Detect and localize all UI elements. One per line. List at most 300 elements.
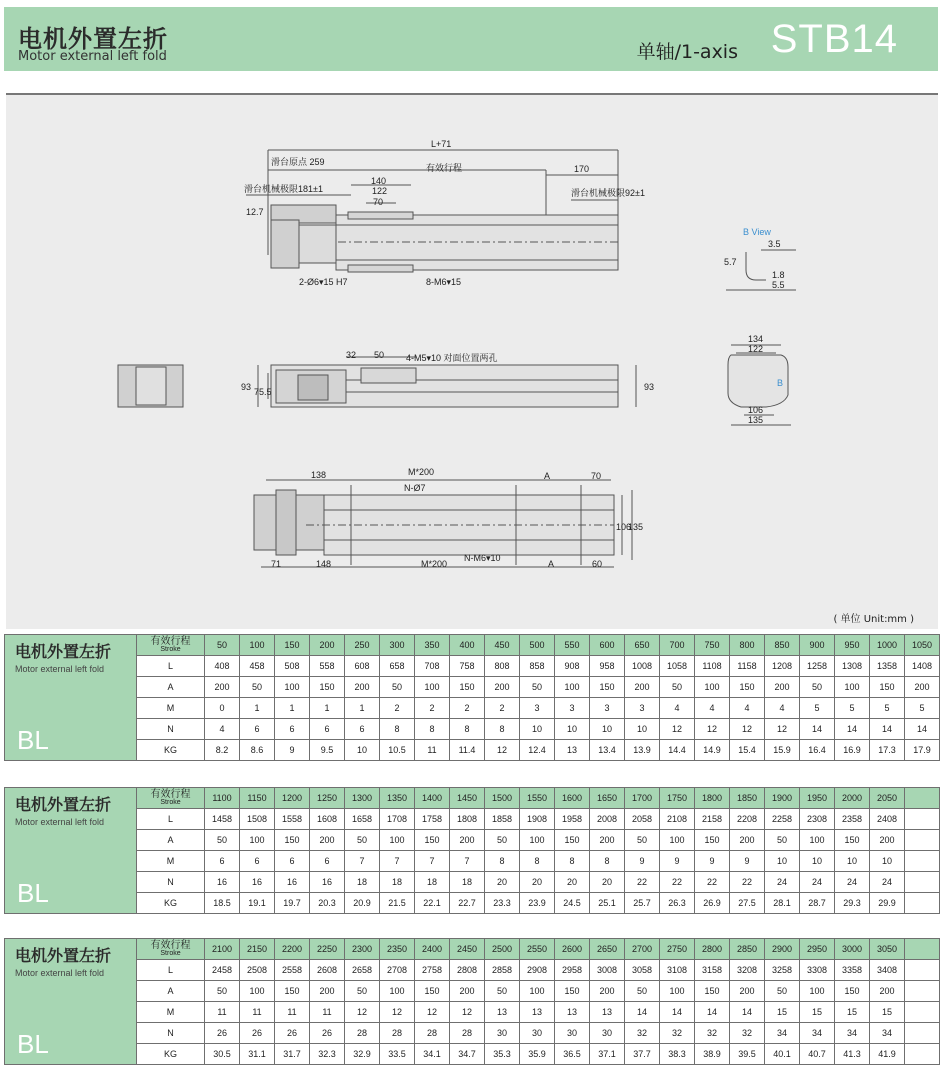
table-cell: 10.5 [380, 740, 415, 761]
table-cell: 1908 [520, 809, 555, 830]
table-cell: 30.5 [205, 1044, 240, 1065]
table-cell: 200 [905, 677, 940, 698]
dim-148: 148 [316, 559, 332, 569]
table-cell: 28 [345, 1023, 380, 1044]
table-cell: 11 [275, 1002, 310, 1023]
table-cell: 9 [625, 851, 660, 872]
row-label: N [137, 1023, 205, 1044]
table-cell: 30 [590, 1023, 625, 1044]
stroke-header-zh: 有效行程 [150, 940, 191, 951]
stroke-value: 1750 [660, 788, 695, 809]
table-cell: 24 [835, 872, 870, 893]
stroke-value: 1500 [485, 788, 520, 809]
table-cell: 15.4 [730, 740, 765, 761]
stroke-value: 800 [730, 635, 765, 656]
table-cell: 37.7 [625, 1044, 660, 1065]
table-cell: 2758 [415, 960, 450, 981]
row-label: N [137, 719, 205, 740]
stroke-value: 2000 [835, 788, 870, 809]
dim-origin: 滑台原点 259 [271, 157, 325, 167]
dim-1-8: 1.8 [772, 270, 785, 280]
table-cell: 558 [310, 656, 345, 677]
table-cell: 100 [695, 677, 730, 698]
table-cell: 28.1 [765, 893, 800, 914]
table-cell: 1008 [625, 656, 660, 677]
stroke-value: 950 [835, 635, 870, 656]
table-cell: 26 [205, 1023, 240, 1044]
table-cell: 50 [205, 981, 240, 1002]
table-cell: 22 [695, 872, 730, 893]
table-cell [905, 809, 940, 830]
table-cell: 3408 [870, 960, 905, 981]
table-cell: 10 [345, 740, 380, 761]
table-cell: 15.9 [765, 740, 800, 761]
table-cell: 32 [730, 1023, 765, 1044]
table-cell: 32.9 [345, 1044, 380, 1065]
table-code: BL [17, 725, 49, 755]
table-row [5, 740, 940, 761]
table-cell: 13.9 [625, 740, 660, 761]
dim-93a: 93 [241, 382, 252, 392]
table-cell: 10 [590, 719, 625, 740]
dim-50: 50 [374, 350, 385, 360]
stroke-value: 1000 [870, 635, 905, 656]
table-cell: 10 [520, 719, 555, 740]
table-cell: 36.5 [555, 1044, 590, 1065]
stroke-value: 250 [345, 635, 380, 656]
table-cell: 50 [660, 677, 695, 698]
table-cell: 858 [520, 656, 555, 677]
dim-nm6: N-M6▾10 [464, 553, 501, 563]
table-cell: 40.1 [765, 1044, 800, 1065]
row-label: M [137, 698, 205, 719]
table-cell: 1158 [730, 656, 765, 677]
row-label: KG [137, 740, 205, 761]
row-label: N [137, 872, 205, 893]
table-cell: 14 [800, 719, 835, 740]
dim-134: 134 [748, 334, 764, 344]
table-cell: 1058 [660, 656, 695, 677]
stroke-value: 1850 [730, 788, 765, 809]
table-cell: 3 [590, 698, 625, 719]
table-cell [905, 960, 940, 981]
stroke-value: 350 [415, 635, 450, 656]
table-row [5, 677, 940, 698]
b-view-label: B View [743, 227, 771, 237]
table-cell: 27.5 [730, 893, 765, 914]
dim-m200b: M*200 [421, 559, 448, 569]
stroke-value: 600 [590, 635, 625, 656]
table-cell: 100 [660, 830, 695, 851]
table-cell: 150 [415, 830, 450, 851]
table-cell: 20 [485, 872, 520, 893]
table-cell: 17.3 [870, 740, 905, 761]
stroke-value: 2400 [415, 939, 450, 960]
stroke-value: 2650 [590, 939, 625, 960]
table-cell: 7 [380, 851, 415, 872]
dim-m6: 8-M6▾15 [426, 277, 462, 287]
table-cell: 50 [345, 981, 380, 1002]
table-cell: 8 [555, 851, 590, 872]
table-cell: 6 [310, 719, 345, 740]
table-cell: 200 [450, 981, 485, 1002]
row-label: KG [137, 893, 205, 914]
table-cell: 708 [415, 656, 450, 677]
table-cell: 3308 [800, 960, 835, 981]
table-cell: 808 [485, 656, 520, 677]
table-cell: 2608 [310, 960, 345, 981]
table-cell: 9 [275, 740, 310, 761]
table-cell: 4 [765, 698, 800, 719]
table-cell: 100 [240, 981, 275, 1002]
table-subtitle: Motor external left fold [15, 817, 105, 827]
table-cell: 13 [555, 1002, 590, 1023]
table-cell: 50 [345, 830, 380, 851]
stroke-value: 1700 [625, 788, 660, 809]
dim-106b: 106 [616, 522, 632, 532]
table-cell: 7 [345, 851, 380, 872]
table-cell: 30 [520, 1023, 555, 1044]
table-cell: 38.9 [695, 1044, 730, 1065]
table-cell [905, 872, 940, 893]
table-cell: 26 [275, 1023, 310, 1044]
stroke-header-en: Stroke [160, 646, 181, 653]
table-cell: 12 [765, 719, 800, 740]
stroke-value: 2700 [625, 939, 660, 960]
table-cell: 3158 [695, 960, 730, 981]
table-cell: 50 [625, 830, 660, 851]
stroke-value: 1250 [310, 788, 345, 809]
table-cell: 12 [485, 740, 520, 761]
dim-32: 32 [346, 350, 357, 360]
stroke-value: 2200 [275, 939, 310, 960]
table-cell: 35.9 [520, 1044, 555, 1065]
table-cell: 50 [485, 981, 520, 1002]
table-cell: 100 [800, 981, 835, 1002]
table-cell: 2158 [695, 809, 730, 830]
table-cell [905, 893, 940, 914]
table-cell: 50 [625, 981, 660, 1002]
dim-stroke: 有效行程 [426, 163, 463, 173]
table-cell: 9 [730, 851, 765, 872]
table-cell: 1408 [905, 656, 940, 677]
table-cell: 1 [310, 698, 345, 719]
table-cell: 4 [730, 698, 765, 719]
table-cell: 200 [590, 830, 625, 851]
table-cell: 200 [870, 830, 905, 851]
table-cell: 4 [660, 698, 695, 719]
table-cell: 39.5 [730, 1044, 765, 1065]
table-cell: 6 [345, 719, 380, 740]
table-cell: 150 [275, 830, 310, 851]
stroke-value: 900 [800, 635, 835, 656]
dim-a1: A [544, 471, 551, 481]
table-cell: 22.1 [415, 893, 450, 914]
table-cell: 28.7 [800, 893, 835, 914]
spec-table [4, 938, 940, 1065]
table-cell: 2958 [555, 960, 590, 981]
table-cell: 4 [695, 698, 730, 719]
table-cell: 20 [520, 872, 555, 893]
table-cell: 31.1 [240, 1044, 275, 1065]
table-cell: 6 [240, 719, 275, 740]
table-cell: 23.3 [485, 893, 520, 914]
table-cell: 13.4 [590, 740, 625, 761]
table-cell: 12 [450, 1002, 485, 1023]
table-cell: 100 [835, 677, 870, 698]
stroke-value: 750 [695, 635, 730, 656]
table-cell: 11.4 [450, 740, 485, 761]
dim-60: 60 [592, 559, 603, 569]
table-cell: 26.3 [660, 893, 695, 914]
stroke-value: 1550 [520, 788, 555, 809]
table-cell: 2408 [870, 809, 905, 830]
stroke-value [905, 788, 940, 809]
table-cell: 2808 [450, 960, 485, 981]
table-cell: 150 [730, 677, 765, 698]
table-cell: 2258 [765, 809, 800, 830]
spec-table [4, 787, 940, 914]
table-cell: 2508 [240, 960, 275, 981]
table-cell: 5 [835, 698, 870, 719]
table-cell: 5 [800, 698, 835, 719]
table-cell: 4 [205, 719, 240, 740]
table-cell: 150 [450, 677, 485, 698]
axis-label: 单轴/1-axis [636, 41, 738, 63]
table-cell: 24.5 [555, 893, 590, 914]
stroke-value: 500 [520, 635, 555, 656]
table-cell: 22 [660, 872, 695, 893]
table-row [5, 809, 940, 830]
table-cell: 33.5 [380, 1044, 415, 1065]
table-cell: 1458 [205, 809, 240, 830]
dim-135a: 135 [748, 415, 764, 425]
stroke-value: 550 [555, 635, 590, 656]
page-title: 电机外置左折 [18, 25, 168, 53]
table-cell: 34 [870, 1023, 905, 1044]
table-cell: 14 [625, 1002, 660, 1023]
table-cell: 6 [275, 851, 310, 872]
table-cell: 6 [310, 851, 345, 872]
table-cell: 8 [380, 719, 415, 740]
table-cell: 1358 [870, 656, 905, 677]
table-cell: 1758 [415, 809, 450, 830]
dim-140: 140 [371, 176, 387, 186]
dim-m5: 4-M5▾10 对面位置两孔 [406, 353, 498, 363]
table-cell: 150 [695, 981, 730, 1002]
table-cell: 150 [835, 981, 870, 1002]
stroke-header [137, 788, 205, 809]
table-cell: 16.4 [800, 740, 835, 761]
table-cell: 18 [345, 872, 380, 893]
table-cell: 150 [555, 981, 590, 1002]
row-label: L [137, 960, 205, 981]
table-cell: 28 [380, 1023, 415, 1044]
table-cell: 50 [205, 830, 240, 851]
table-cell: 12 [345, 1002, 380, 1023]
table-cell: 508 [275, 656, 310, 677]
stroke-value: 850 [765, 635, 800, 656]
table-cell: 150 [835, 830, 870, 851]
table-cell: 29.9 [870, 893, 905, 914]
table-cell: 1608 [310, 809, 345, 830]
row-label: L [137, 809, 205, 830]
table-cell: 1 [240, 698, 275, 719]
table-cell: 15 [800, 1002, 835, 1023]
table-row [5, 851, 940, 872]
table-cell: 3 [625, 698, 660, 719]
table-cell: 15 [765, 1002, 800, 1023]
table-cell: 14 [660, 1002, 695, 1023]
unit-note: ( 单位 Unit:mm ) [833, 614, 914, 625]
stroke-value: 1100 [205, 788, 240, 809]
table-cell: 41.3 [835, 1044, 870, 1065]
table-cell: 26.9 [695, 893, 730, 914]
stroke-header-en: Stroke [160, 799, 181, 806]
table-cell: 11 [205, 1002, 240, 1023]
table-cell: 2 [485, 698, 520, 719]
table-cell: 50 [485, 830, 520, 851]
table-cell: 3 [520, 698, 555, 719]
table-cell: 14 [835, 719, 870, 740]
table-cell: 35.3 [485, 1044, 520, 1065]
table-cell [905, 1002, 940, 1023]
stroke-value: 2550 [520, 939, 555, 960]
table-cell: 150 [695, 830, 730, 851]
table-cell: 200 [730, 981, 765, 1002]
stroke-value: 100 [240, 635, 275, 656]
table-cell: 21.5 [380, 893, 415, 914]
table-cell: 1558 [275, 809, 310, 830]
table-cell: 11 [310, 1002, 345, 1023]
table-cell: 16 [310, 872, 345, 893]
table-cell: 100 [380, 830, 415, 851]
table-cell: 34 [800, 1023, 835, 1044]
table-cell: 8 [485, 851, 520, 872]
table-cell: 40.7 [800, 1044, 835, 1065]
b-marker: B [777, 378, 784, 388]
table-cell: 32.3 [310, 1044, 345, 1065]
table-title: 电机外置左折 [15, 797, 112, 814]
table-cell: 14 [695, 1002, 730, 1023]
table-row [5, 698, 940, 719]
stroke-header-zh: 有效行程 [150, 636, 191, 647]
table-cell: 28 [450, 1023, 485, 1044]
table-cell: 200 [625, 677, 660, 698]
row-label: M [137, 851, 205, 872]
table-cell: 8 [590, 851, 625, 872]
table-cell: 150 [275, 981, 310, 1002]
table-cell: 28 [415, 1023, 450, 1044]
table-cell: 7 [415, 851, 450, 872]
table-cell: 2658 [345, 960, 380, 981]
table-cell: 12 [380, 1002, 415, 1023]
table-cell: 2058 [625, 809, 660, 830]
stroke-value: 3000 [835, 939, 870, 960]
table-row [5, 981, 940, 1002]
table-cell: 16 [240, 872, 275, 893]
table-cell: 8.6 [240, 740, 275, 761]
row-label: L [137, 656, 205, 677]
table-row [5, 872, 940, 893]
table-cell: 100 [800, 830, 835, 851]
table-row [5, 830, 940, 851]
table-cell [905, 851, 940, 872]
technical-drawing [6, 93, 938, 629]
table-cell: 908 [555, 656, 590, 677]
table-cell: 10 [625, 719, 660, 740]
table-cell: 15 [870, 1002, 905, 1023]
table-cell: 17.9 [905, 740, 940, 761]
table-cell: 200 [450, 830, 485, 851]
table-subtitle: Motor external left fold [15, 968, 105, 978]
dim-limit-left: 滑台机械极限181±1 [244, 184, 323, 194]
stroke-value: 2050 [870, 788, 905, 809]
table-cell: 3008 [590, 960, 625, 981]
table-cell: 0 [205, 698, 240, 719]
row-label: A [137, 677, 205, 698]
dim-l71: L+71 [431, 139, 452, 149]
table-title-cell [5, 635, 137, 761]
table-cell: 41.9 [870, 1044, 905, 1065]
table-cell: 8 [520, 851, 555, 872]
table-cell: 9 [660, 851, 695, 872]
table-cell: 2008 [590, 809, 625, 830]
table-cell: 200 [310, 830, 345, 851]
table-title-cell [5, 788, 137, 914]
table-cell: 16 [205, 872, 240, 893]
table-cell: 20 [555, 872, 590, 893]
table-cell: 12 [695, 719, 730, 740]
table-cell: 1308 [835, 656, 870, 677]
table-cell: 6 [240, 851, 275, 872]
table-cell: 14.4 [660, 740, 695, 761]
table-row [5, 1023, 940, 1044]
table-cell: 19.7 [275, 893, 310, 914]
stroke-header-zh: 有效行程 [150, 789, 191, 800]
table-cell: 29.3 [835, 893, 870, 914]
table-cell: 34.1 [415, 1044, 450, 1065]
dim-pin: 2-Ø6▾15 H7 [299, 277, 348, 287]
table-cell: 11 [240, 1002, 275, 1023]
dim-135b: 135 [628, 522, 644, 532]
table-cell: 5 [870, 698, 905, 719]
table-cell [905, 981, 940, 1002]
table-cell: 12.4 [520, 740, 555, 761]
table-cell: 22.7 [450, 893, 485, 914]
table-cell: 15 [835, 1002, 870, 1023]
table-cell: 1658 [345, 809, 380, 830]
table-cell: 20 [590, 872, 625, 893]
stroke-value: 1800 [695, 788, 730, 809]
table-cell: 30 [485, 1023, 520, 1044]
table-cell: 8 [485, 719, 520, 740]
table-cell [905, 830, 940, 851]
table-cell: 30 [555, 1023, 590, 1044]
table-cell: 2 [450, 698, 485, 719]
dim-170: 170 [574, 164, 590, 174]
table-cell: 50 [240, 677, 275, 698]
table-cell: 22 [730, 872, 765, 893]
table-cell: 100 [415, 677, 450, 698]
table-row [5, 1044, 940, 1065]
table-cell: 3358 [835, 960, 870, 981]
table-cell: 16.9 [835, 740, 870, 761]
table-cell: 32 [625, 1023, 660, 1044]
table-row [5, 893, 940, 914]
dim-138: 138 [311, 470, 327, 480]
table-cell: 2308 [800, 809, 835, 830]
